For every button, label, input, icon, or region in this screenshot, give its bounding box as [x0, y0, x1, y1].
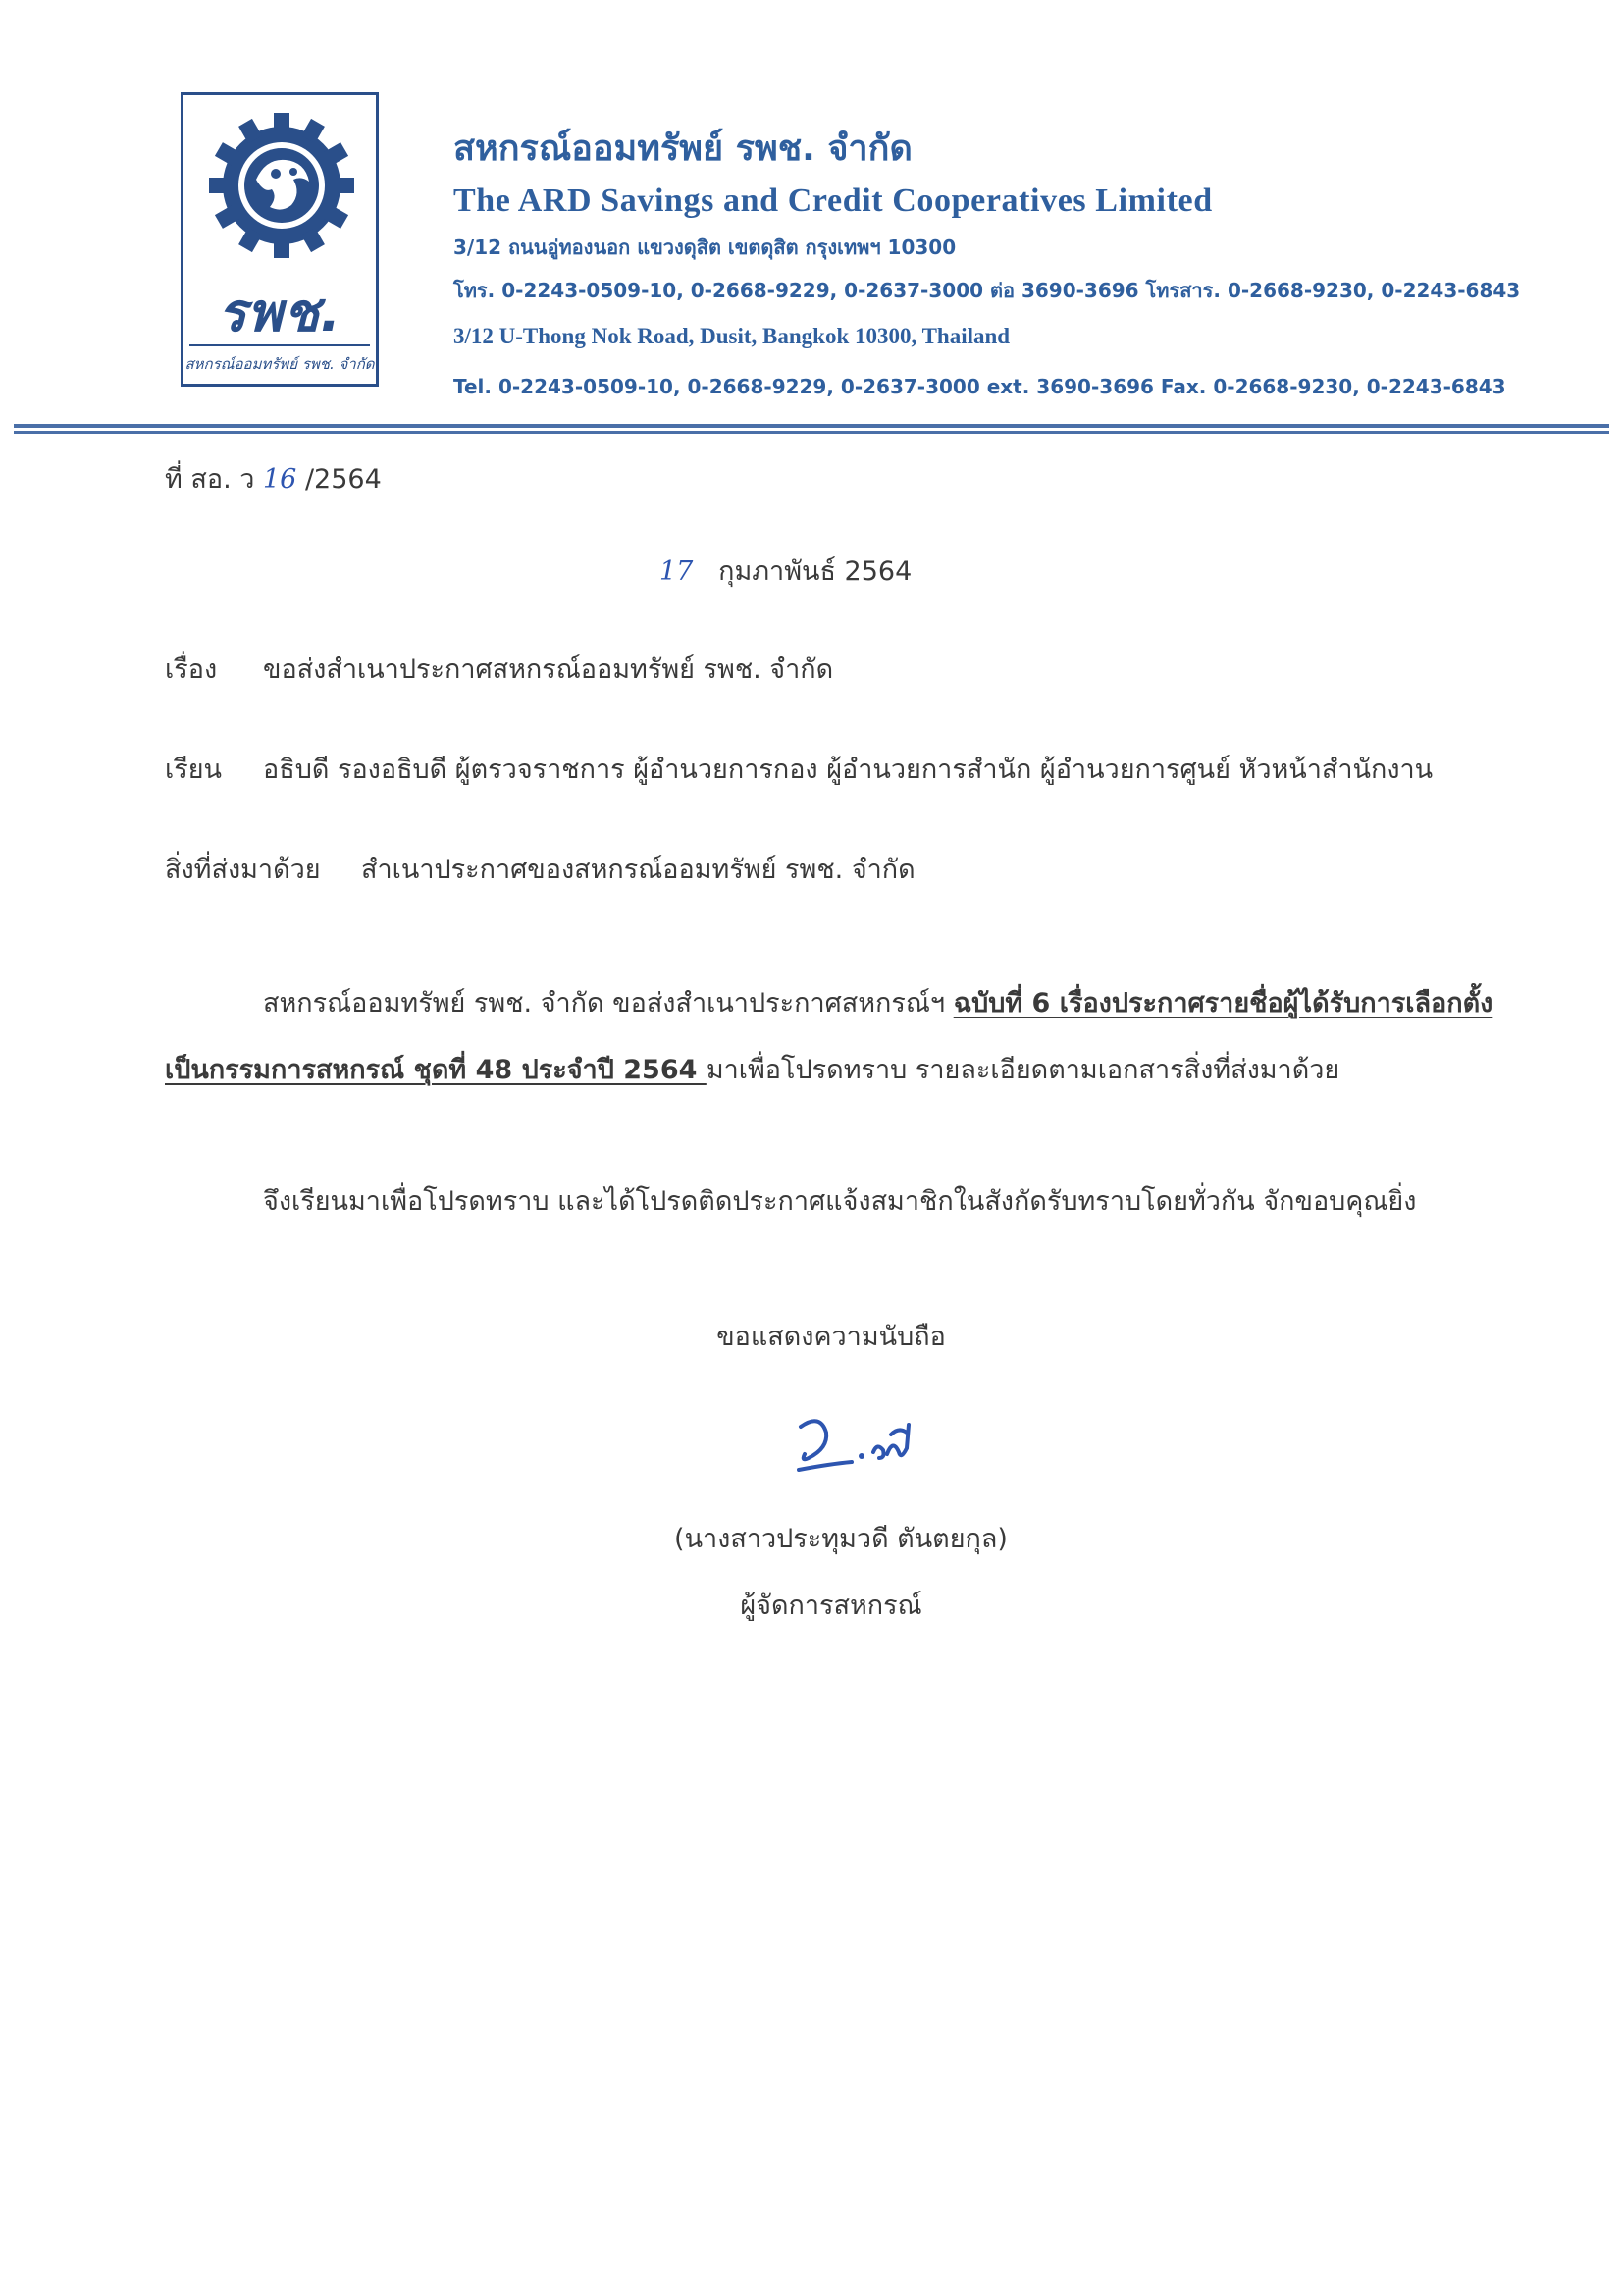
para1-start: สหกรณ์ออมทรัพย์ รพช. จำกัด ขอส่งสำเนาประกาศสหกรณ์ฯ: [263, 988, 954, 1018]
reference-suffix: /2564: [304, 464, 382, 495]
enclosure-text: สำเนาประกาศของสหกรณ์ออมทรัพย์ รพช. จำกัด: [361, 855, 916, 885]
reference-number: [165, 457, 382, 499]
para1-underlined-part-1: ฉบับที่ 6 เรื่องประกาศรายชื่อผู้ได้รับการเลือกตั้ง: [953, 988, 1493, 1018]
enclosure-label: สิ่งที่ส่งมาด้วย: [165, 855, 321, 885]
date-handwritten-day: 17: [659, 556, 694, 587]
logo-abbreviation: รพช.: [218, 282, 341, 343]
letter-date: [659, 549, 912, 592]
body-paragraph-1-line-2: [165, 1048, 1339, 1090]
body-paragraph-1-line-1: [263, 981, 1492, 1023]
handwritten-signature: [781, 1405, 918, 1493]
logo: [181, 92, 379, 387]
address-english: 3/12 U-Thong Nok Road, Dusit, Bangkok 10300, Thailand: [453, 324, 1011, 348]
body-paragraph-2: จึงเรียนมาเพื่อโปรดทราบ และได้โปรดติดประกาศแจ้งสมาชิกในสังกัดรับทราบโดยทั่วกัน จักขอบคุณยิ่ง: [263, 1186, 1417, 1217]
signer-title: ผู้จัดการสหกรณ์: [740, 1591, 922, 1621]
phone-thai: โทร. 0-2243-0509-10, 0-2668-9229, 0-2637-3000 ต่อ 3690-3696 โทรสาร. 0-2668-9230, 0-2243-6843: [453, 279, 1521, 302]
para1-end: มาเพื่อโปรดทราบ รายละเอียดตามเอกสารสิ่งที่ส่งมาด้วย: [706, 1055, 1340, 1085]
letterhead-divider: [14, 424, 1609, 436]
gear-emblem-icon: [207, 111, 356, 260]
closing: ขอแสดงความนับถือ: [716, 1322, 946, 1352]
subject-text: ขอส่งสำเนาประกาศสหกรณ์ออมทรัพย์ รพช. จำกัด: [263, 654, 834, 685]
signer-name: (นางสาวประทุมวดี ตันตยกุล): [674, 1524, 1008, 1554]
para1-underlined-part-2: เป็นกรรมการสหกรณ์ ชุดที่ 48 ประจำปี 2564: [165, 1055, 707, 1085]
org-name-english: The ARD Savings and Credit Cooperatives Limited: [453, 183, 1213, 219]
reference-handwritten-number: 16: [263, 464, 297, 495]
logo-divider: [189, 344, 370, 346]
date-month-year: กุมภาพันธ์ 2564: [718, 556, 913, 587]
subject-label: เรื่อง: [165, 654, 218, 685]
recipient-label: เรียน: [165, 755, 223, 785]
logo-subtitle: สหกรณ์ออมทรัพย์ รพช. จำกัด: [184, 355, 375, 373]
recipient-text: อธิบดี รองอธิบดี ผู้ตรวจราชการ ผู้อำนวยการกอง ผู้อำนวยการสำนัก ผู้อำนวยการศูนย์ หัวหน้าสำนักงาน: [263, 755, 1434, 785]
org-name-thai: สหกรณ์ออมทรัพย์ รพช. จำกัด: [453, 129, 913, 169]
phone-english: Tel. 0-2243-0509-10, 0-2668-9229, 0-2637-3000 ext. 3690-3696 Fax. 0-2668-9230, 0-2243-6843: [453, 375, 1506, 398]
reference-prefix: ที่ สอ. ว: [165, 464, 255, 495]
address-thai: 3/12 ถนนอู่ทองนอก แขวงดุสิต เขตดุสิต กรุงเทพฯ 10300: [453, 235, 957, 259]
